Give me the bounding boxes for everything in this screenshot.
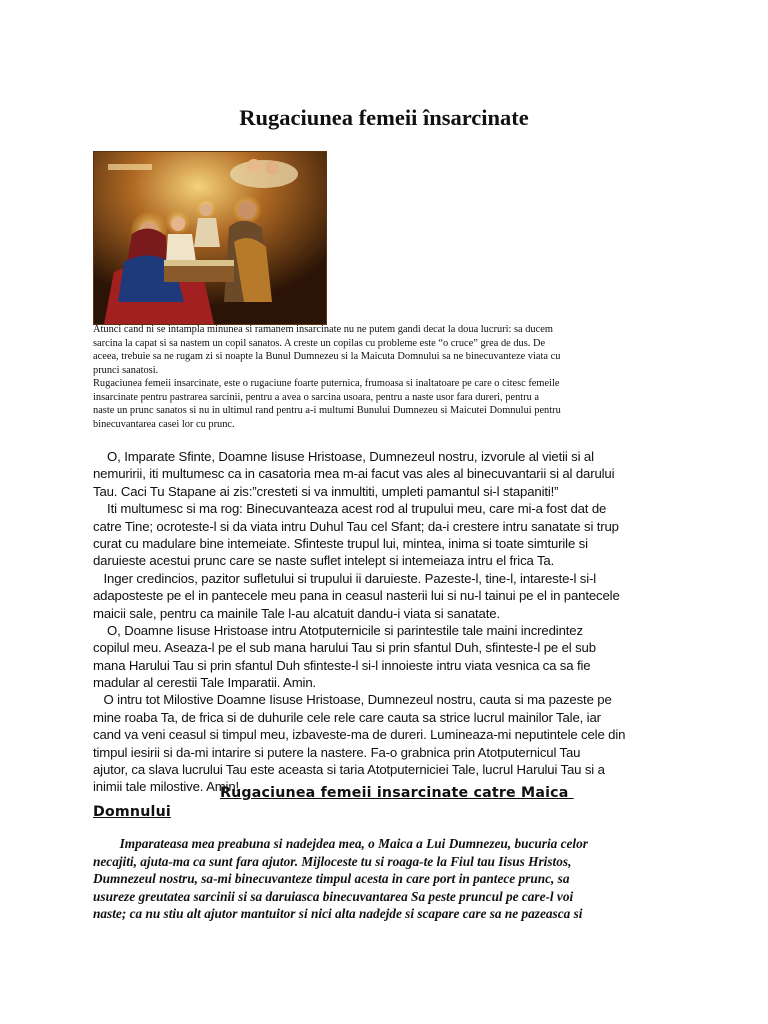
nativity-icon-image — [93, 151, 327, 325]
prayer-line: madular al cerestii Tale Imparatii. Amin. — [93, 675, 317, 691]
intro-line: aceea, trebuie sa ne rugam zi si noapte la Bunul Dumnezeu si la Maicuta Domnului sa ne binecuvanteze viata cu — [93, 351, 561, 362]
document-title: Rugaciunea femeii însarcinate — [239, 105, 529, 130]
intro-line: sarcina la capat si sa nastem un copil sanatos. A creste un copilas cu probleme este “o cruce” grea de dus. De — [93, 337, 546, 349]
nativity-icon-painting — [94, 152, 326, 324]
section-subheading — [93, 784, 693, 822]
prayer-line: curat cu madulare bine intemeiate. Sfinteste trupul lui, mintea, inima si toate simturile si — [93, 535, 588, 551]
prayer-line: O, Imparate Sfinte, Doamne Iisuse Hristoase, Dumnezeul nostru, izvorule al vietii si al — [93, 449, 594, 464]
prayer2-line: Dumnezeul nostru, sa-mi binecuvanteze timpul acesta in care port in pantece prunc, sa — [93, 871, 570, 887]
prayer-line: Iti multumesc si ma rog: Binecuvanteaza acest rod al trupului meu, care mi-a fost dat de — [93, 501, 607, 517]
intro-line: binecuvantarea casei lor cu prunc. — [93, 418, 235, 430]
prayer-line: Inger credincios, pazitor sufletului si trupului ii daruieste. Pazeste-l, tine-l, intareste-l si-l — [93, 570, 597, 586]
prayer2-line: usureze greutatea sarcinii si sa daruiasca binecuvantarea Sa peste pruncul pe care-l voi — [93, 888, 574, 904]
prayer-line: mana Harului Tau si prin sfantul Duh sfinteste-l si-l innoieste intru viata vesnica ca sa fie — [93, 657, 591, 673]
prayer-line: catre Tine; ocroteste-l si da viata intru Duhul Tau cel Sfant; da-i crestere intru sanatate si trup — [93, 518, 619, 534]
intro-line: prunci sanatosi. — [93, 364, 159, 376]
intro-line: Atunci cand ni se intampla minunea si ramanem insarcinate nu ne putem gandi decat la doua lucruri: sa ducem — [93, 324, 553, 335]
prayer-line: mine roaba Ta, de frica si de duhurile cele rele care cauta sa strice lucrul mainilor Tale, iar — [93, 709, 601, 725]
prayer-line: timpul iesirii si da-mi intarire si putere la nastere. Fa-o grabnica prin Atotputernicul Tau — [93, 744, 581, 760]
prayer-line: inimii tale milostive. Amin! — [93, 779, 240, 795]
prayer-line: daruieste acestui prunc care se naste suflet intelept si intemeiaza intru el frica Ta. — [93, 553, 555, 569]
prayer-line: O intru tot Milostive Doamne Iisuse Hristoase, Dumnezeul nostru, cauta si ma pazeste pe — [93, 692, 612, 708]
prayer-line: ajutor, ca slava lucrului Tau este aceasta si taria Atotputerniciei Tale, lucrul Harului Tau si a — [93, 762, 605, 778]
prayer-line: cand va veni ceasul si timpul meu, izbaveste-ma de dureri. Lumineaza-mi neputintele cele din — [93, 727, 626, 743]
prayer-line: O, Doamne Iisuse Hristoase intru Atotputernicile si parintestile tale maini incredintez — [93, 622, 583, 638]
prayer-line: nemuririi, iti multumesc ca in casatoria mea m-ai facut vas ales al binecuvantarii si al darului — [93, 466, 615, 482]
intro-text — [93, 323, 693, 431]
prayer2-line: necajiti, ajuta-ma ca sunt fara ajutor. Mijloceste tu si roaga-te la Fiul tau Iisus Hristos, — [93, 853, 572, 869]
subheading-line: Domnului — [93, 804, 171, 820]
prayer-to-theotokos-text — [93, 835, 693, 923]
prayer-line: copilul meu. Aseaza-l pe el sub mana harului Tau si prin sfantul Duh, sfinteste-l pe el sub — [93, 640, 596, 656]
prayer-line: adaposteste pe el in pantecele meu pana in ceasul nasterii lui si nu-l tainui pe el in pantecele — [93, 588, 620, 604]
prayer2-line: naste; ca nu stiu alt ajutor mantuitor si nici alta nadejde si scapare care sa ne pazeasca si — [93, 906, 583, 922]
prayer-line: maicii sale, pentru ca mainile Tale l-au alcatuit dandu-i viata si sanatate. — [93, 605, 500, 621]
prayer2-line: Imparateasa mea preabuna si nadejdea mea, o Maica a Lui Dumnezeu, bucuria celor — [93, 836, 588, 851]
prayer-line: Tau. Caci Tu Stapane ai zis:”cresteti si va inmultiti, umpleti pamantul si-l stapaniti!” — [93, 483, 559, 499]
intro-line: Rugaciunea femeii insarcinate, este o rugaciune foarte puternica, frumoasa si inaltatoare pe care o citesc femeile — [93, 378, 560, 389]
prayer-text — [93, 448, 693, 796]
intro-line: naste un prunc sanatos si nu in ultimul rand pentru a-i multumi Bunului Dumnezeu si Maicutei Domnului pentru — [93, 405, 561, 416]
intro-line: insarcinate pentru pastrarea sarcinii, pentru a avea o sarcina usoara, pentru a naste usor fara dureri, pentru a — [93, 391, 540, 403]
subheading-line: Rugaciunea femeii insarcinate catre Maica — [220, 785, 574, 801]
